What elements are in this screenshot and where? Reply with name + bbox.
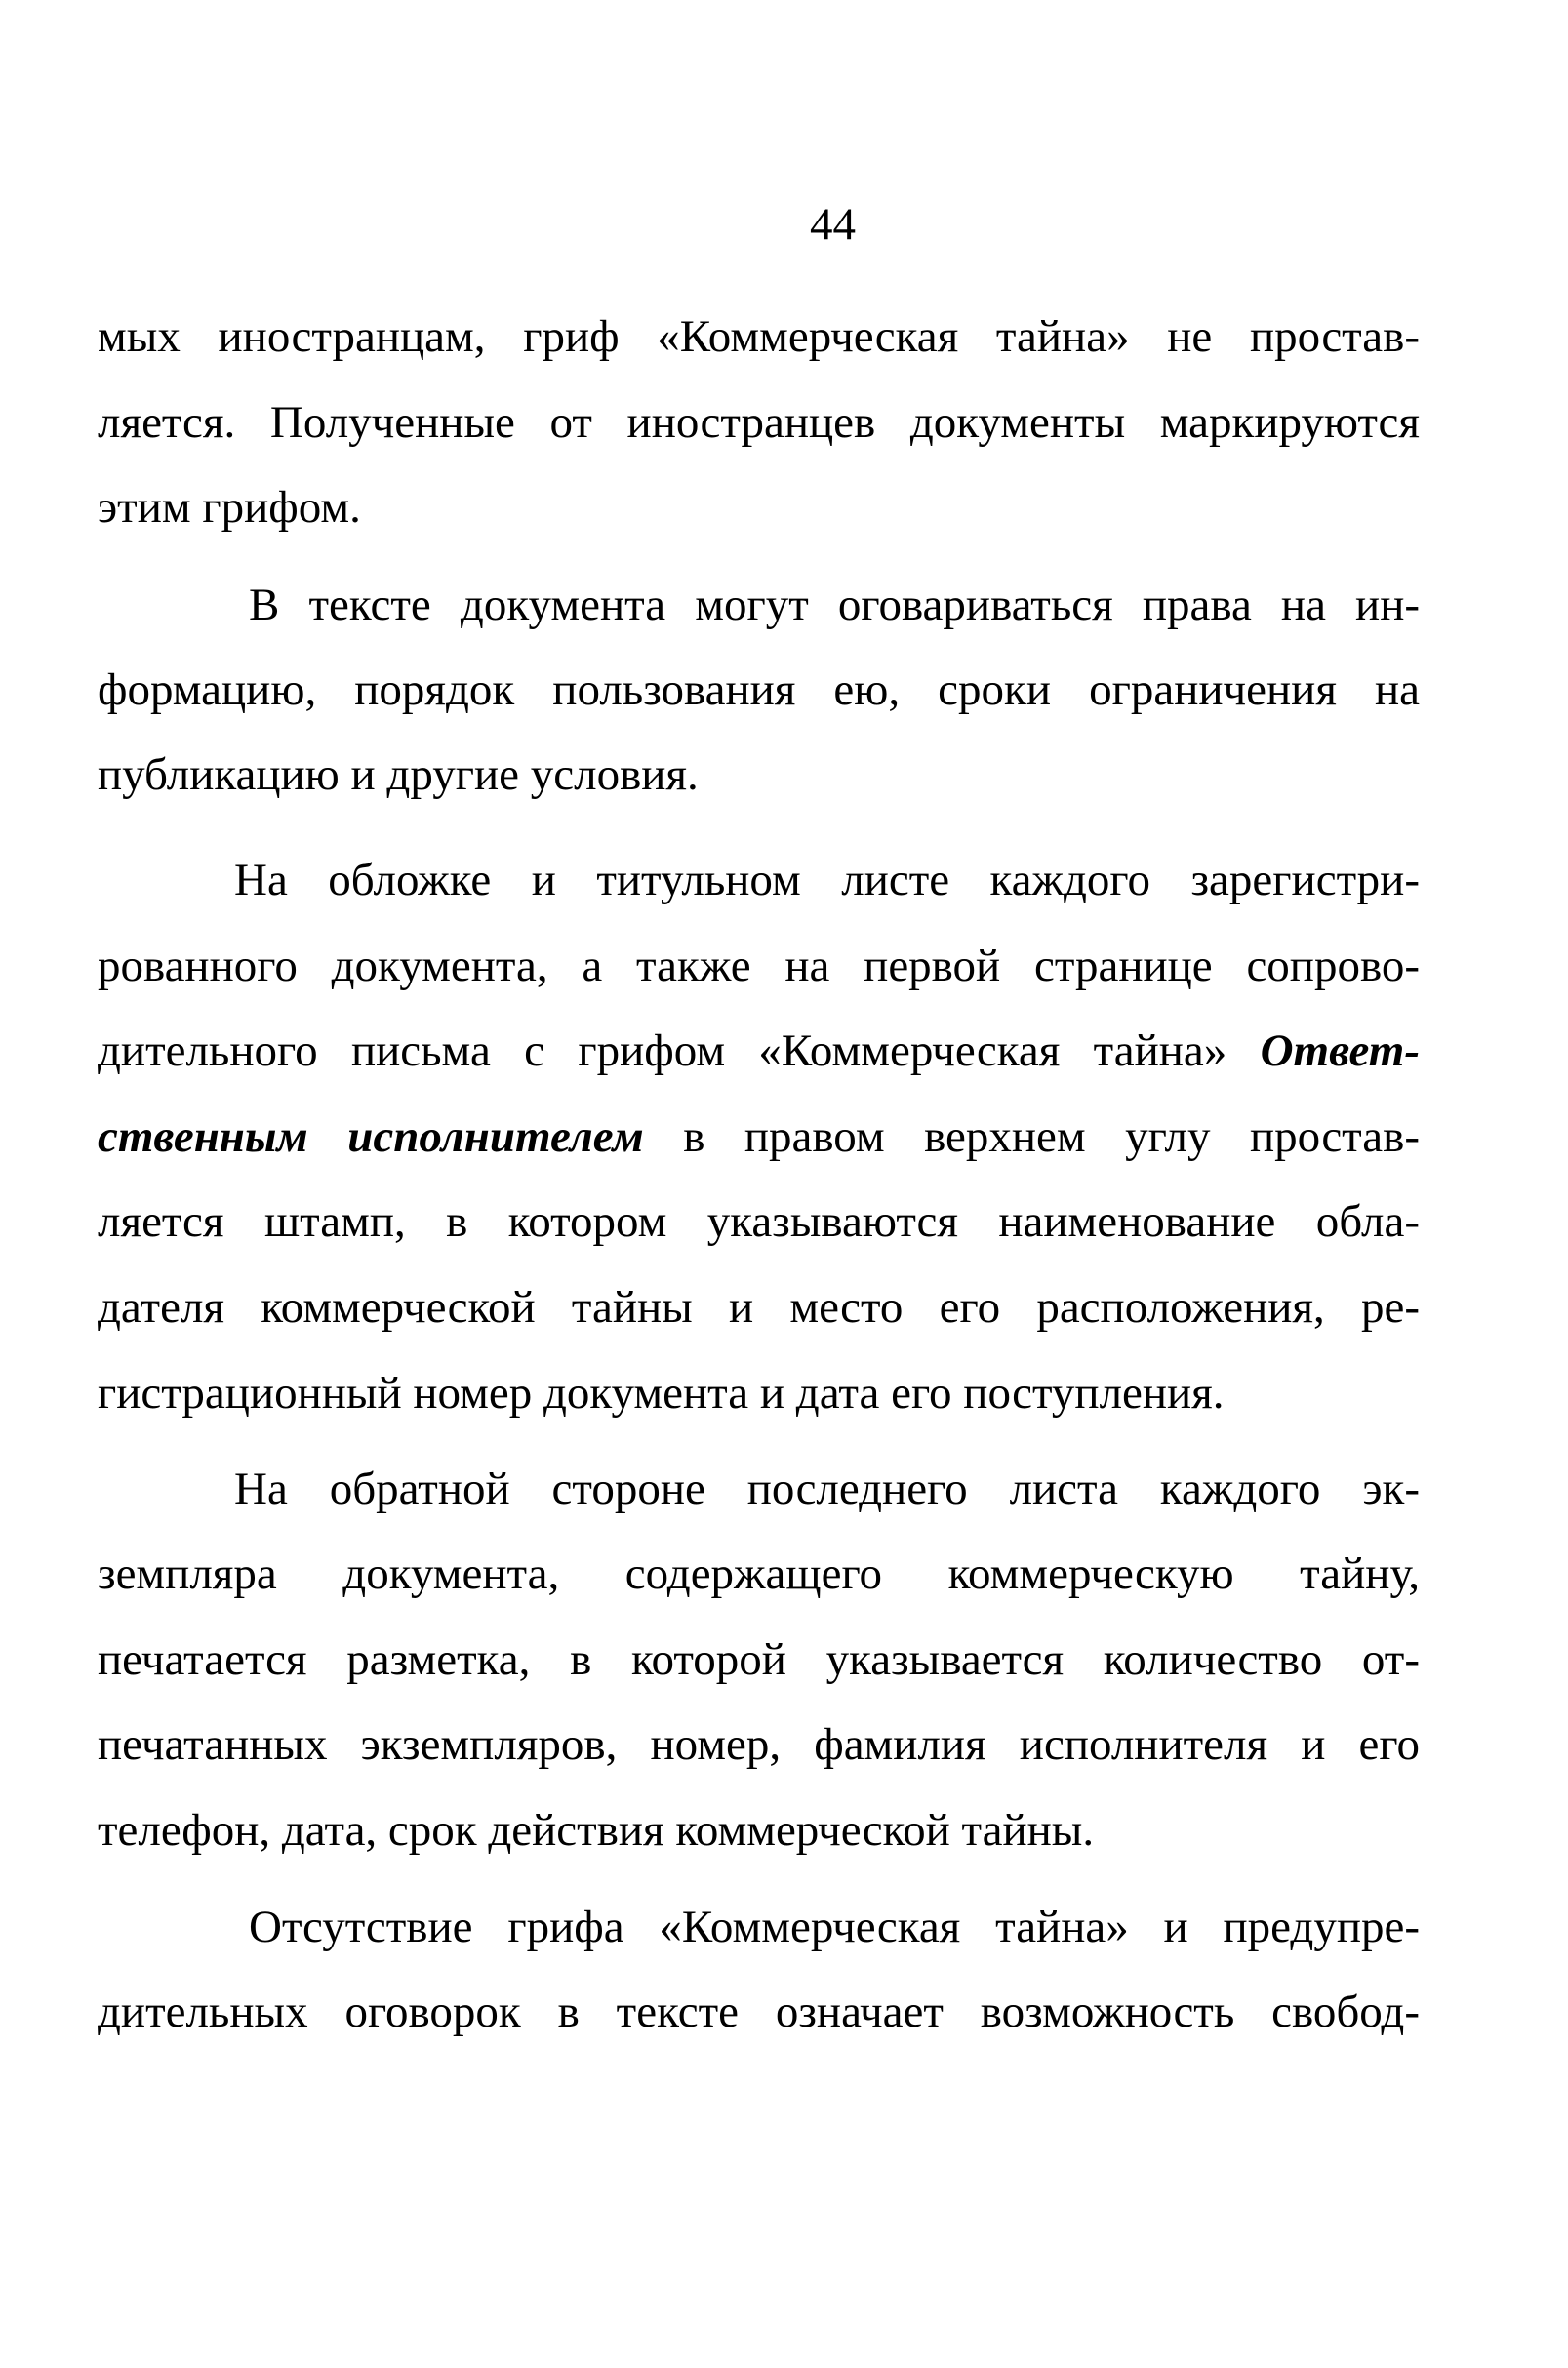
paragraph-3-line-4 [98,1107,1420,1166]
paragraph-3-line-3 [98,1022,1420,1080]
paragraph-3-line-2: рованного документа, а также на первой странице сопрово- [98,941,1420,991]
paragraph-4-line-2: земпляра документа, содержащего коммерческую тайну, [98,1548,1420,1599]
paragraph-3-line-1: На обложке и титульном листе каждого зарегистри- [234,855,1420,905]
paragraph-4-line-5: телефон, дата, срок действия коммерческой тайны. [98,1805,1095,1856]
paragraph-1-line-3: этим грифом. [98,482,361,533]
paragraph-3-line-5: ляется штамп, в котором указываются наименование обла- [98,1196,1420,1247]
paragraph-2-line-1: В тексте документа могут оговариваться права на ин- [249,580,1420,630]
paragraph-4-line-3: печатается разметка, в которой указывается количество от- [98,1634,1420,1685]
paragraph-5-line-2: дительных оговорок в тексте означает возможность свобод- [98,1987,1420,2037]
paragraph-3-line-6: дателя коммерческой тайны и место его расположения, ре- [98,1282,1420,1333]
responsible-executor-term-part-2: ственным исполнителем [98,1111,644,1162]
paragraph-4-line-4: печатанных экземпляров, номер, фамилия исполнителя и его [98,1719,1420,1770]
paragraph-3-line-4-text: в правом верхнем углу простав- [683,1111,1420,1162]
responsible-executor-term-part-1: Ответ- [1260,1025,1420,1076]
paragraph-2-line-3: публикацию и другие условия. [98,749,699,800]
page-number: 44 [810,199,856,250]
paragraph-4-line-1: На обратной стороне последнего листа каждого эк- [234,1464,1420,1514]
paragraph-1-line-1: мых иностранцам, гриф «Коммерческая тайна» не простав- [98,311,1420,362]
paragraph-2-line-2: формацию, порядок пользования ею, сроки ограничения на [98,664,1420,715]
paragraph-3-line-7: гистрационный номер документа и дата его поступления. [98,1368,1225,1419]
paragraph-5-line-1: Отсутствие грифа «Коммерческая тайна» и предупре- [249,1902,1420,1952]
paragraph-1-line-2: ляется. Полученные от иностранцев документы маркируются [98,397,1420,448]
paragraph-3-line-3-text: дительного письма с грифом «Коммерческая тайна» [98,1025,1227,1076]
